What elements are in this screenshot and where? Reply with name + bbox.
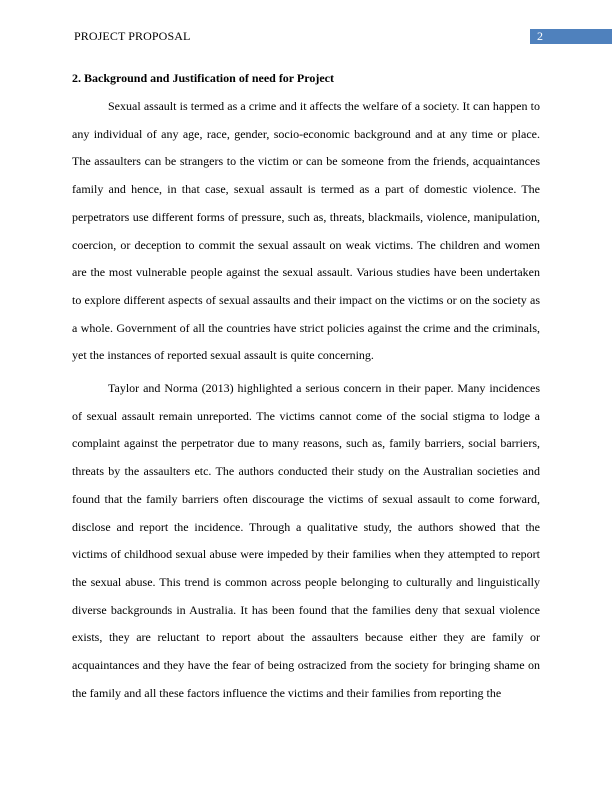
paragraph: Sexual assault is termed as a crime and it affects the welfare of a society. It can happen to any individual of any age, race, gender, socio-economic background and at any time or place. The assaulters can be strangers to the victim or can be someone from the friends, acquaintances family and hence, in that case, sexual assault is termed as a part of domestic violence. The perpetrators use different forms of pressure, such as, threats, blackmails, violence, manipulation, coercion, or deception to commit the sexual assault on weak victims. The children and women are the most vulnerable people against the sexual assault. Various studies have been undertaken to explore different aspects of sexual assaults and their impact on the victims or on the society as a whole. Government of all the countries have strict policies against the crime and the criminals, yet the instances of reported sexual assault is quite concerning.: [72, 99, 540, 363]
page-number: 2: [530, 29, 612, 44]
document-body: [72, 71, 540, 712]
header-title: PROJECT PROPOSAL: [74, 29, 191, 43]
section-heading: 2. Background and Justification of need for Project: [72, 71, 335, 85]
paragraph: Taylor and Norma (2013) highlighted a serious concern in their paper. Many incidences of sexual assault remain unreported. The victims cannot come of the social stigma to lodge a complaint against the perpetrator due to many reasons, such as, family barriers, social barriers, threats by the assaulters etc. The authors conducted their study on the Australian societies and found that the family barriers often discourage the victims of sexual assault to come forward, disclose and report the incidence. Through a qualitative study, the authors showed that the victims of childhood sexual abuse were impeded by their families when they attempted to report the sexual abuse. This trend is common across people belonging to culturally and linguistically diverse backgrounds in Australia. It has been found that the families deny that sexual violence exists, they are reluctant to report about the assaulters because either they are family or acquaintances and they have the fear of being ostracized from the society for bringing shame on the family and all these factors influence the victims and their families from reporting the: [72, 381, 540, 700]
